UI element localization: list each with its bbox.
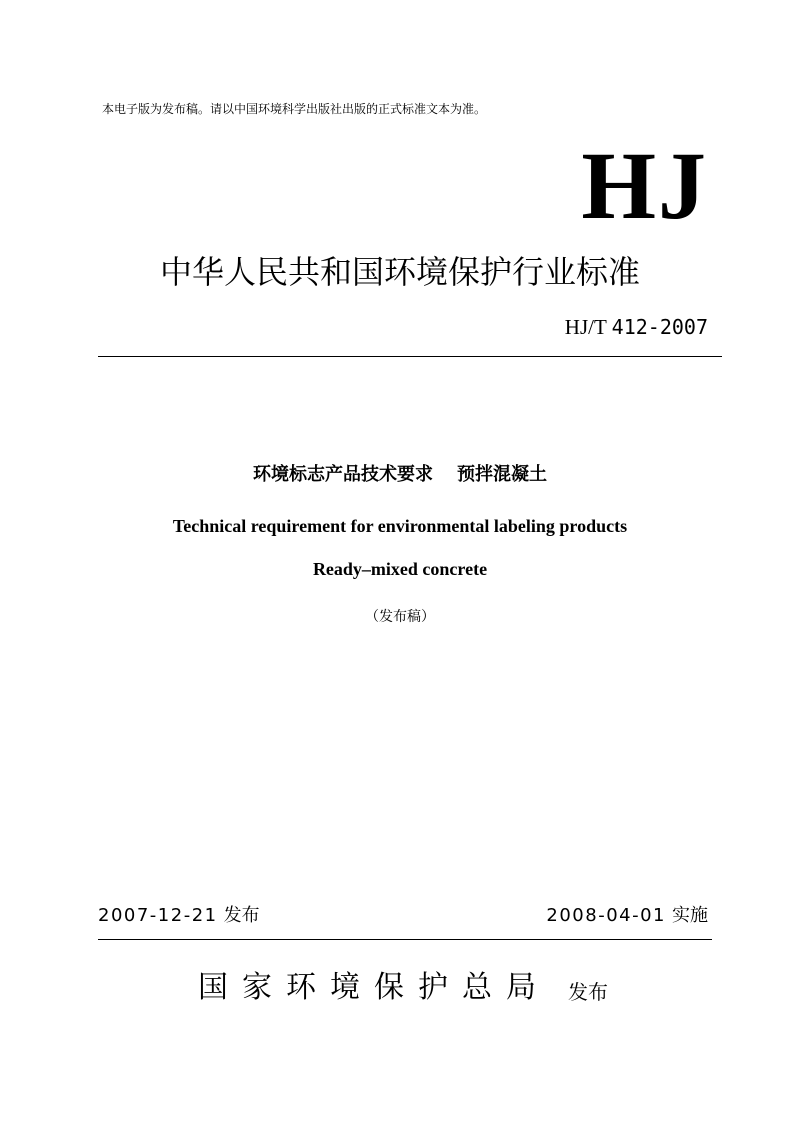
publish-label: 发布 bbox=[568, 980, 608, 1004]
implementation-date-line bbox=[546, 904, 708, 928]
standard-number-prefix: HJ/T bbox=[564, 315, 607, 339]
document-title-cn-part2: 预拌混凝土 bbox=[457, 464, 547, 485]
hj-logo: HJ bbox=[581, 132, 708, 239]
document-title-cn bbox=[0, 462, 800, 488]
standard-category-title: 中华人民共和国环境保护行业标准 bbox=[159, 253, 640, 291]
implementation-label: 实施 bbox=[672, 905, 708, 926]
issue-date-line bbox=[98, 904, 260, 928]
footer-divider bbox=[98, 939, 712, 940]
issue-date: 2007-12-21 bbox=[98, 905, 218, 926]
publisher-name: 国家环境保护总局 bbox=[198, 970, 550, 1005]
standard-number-value: 412-2007 bbox=[611, 315, 708, 339]
document-title-en-line1: Technical requirement for environmental labeling products bbox=[172, 516, 628, 536]
document-title-en-line2: Ready–mixed concrete bbox=[312, 559, 488, 579]
standard-number bbox=[565, 314, 708, 340]
document-title-cn-part1: 环境标志产品技术要求 bbox=[253, 464, 433, 485]
implementation-date: 2008-04-01 bbox=[546, 905, 666, 926]
draft-notice: 本电子版为发布稿。请以中国环境科学出版社出版的正式标准文本为准。 bbox=[102, 102, 487, 116]
draft-status-note: （发布稿） bbox=[365, 609, 435, 625]
header-divider bbox=[98, 356, 722, 357]
issue-label: 发布 bbox=[223, 905, 260, 926]
